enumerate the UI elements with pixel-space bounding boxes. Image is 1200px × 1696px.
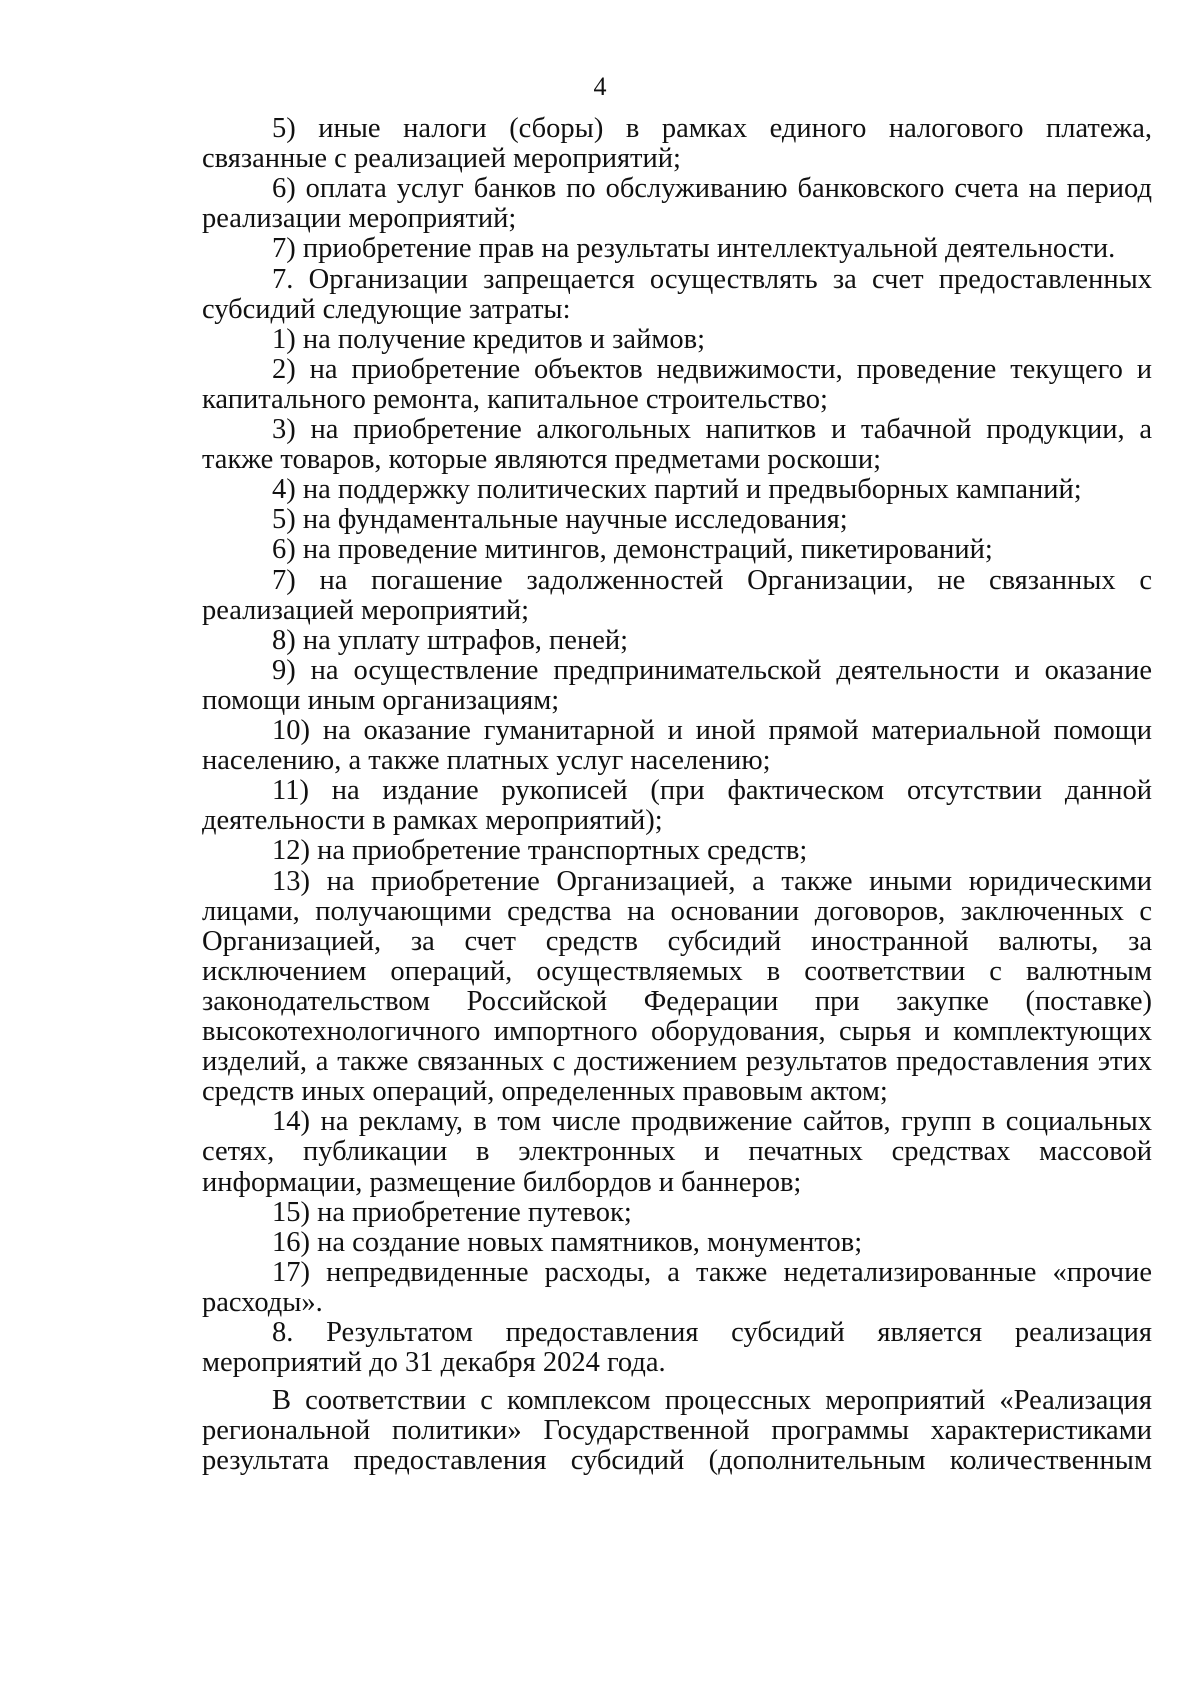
text-line: 13) на приобретение Организацией, а также иными юридическими bbox=[272, 865, 1152, 897]
text-line: 8) на уплату штрафов, пеней; bbox=[272, 624, 629, 656]
text-line: субсидий следующие затраты: bbox=[202, 293, 571, 325]
text-line: 15) на приобретение путевок; bbox=[272, 1196, 632, 1228]
text-line: лицами, получающими средства на основании договоров, заключенных с bbox=[202, 895, 1152, 927]
text-line: 7. Организации запрещается осуществлять за счет предоставленных bbox=[272, 263, 1152, 295]
text-line: 17) непредвиденные расходы, а также недетализированные «прочие bbox=[272, 1256, 1152, 1288]
text-line: высокотехнологичного импортного оборудования, сырья и комплектующих bbox=[202, 1016, 1152, 1047]
text-line: 16) на создание новых памятников, монументов; bbox=[272, 1226, 863, 1258]
text-line: населению, а также платных услуг населению; bbox=[202, 745, 771, 777]
text-line: реализацией мероприятий; bbox=[202, 594, 529, 626]
text-line: 6) оплата услуг банков по обслуживанию банковского счета на период bbox=[272, 173, 1152, 205]
text-line: также товаров, которые являются предметами роскоши; bbox=[202, 444, 882, 476]
text-line: мероприятий до 31 декабря 2024 года. bbox=[202, 1347, 666, 1379]
text-line: деятельности в рамках мероприятий); bbox=[202, 805, 663, 837]
text-line: сетях, публикации в электронных и печатных средствах массовой bbox=[202, 1136, 1152, 1168]
text-line: результата предоставления субсидий (дополнительным количественным bbox=[202, 1445, 1152, 1477]
text-line: средств иных операций, определенных правовым актом; bbox=[202, 1076, 888, 1108]
text-line: 1) на получение кредитов и займов; bbox=[272, 323, 705, 355]
page-number: 4 bbox=[593, 72, 607, 101]
text-line: 11) на издание рукописей (при фактическом отсутствии данной bbox=[272, 775, 1152, 807]
text-line: 10) на оказание гуманитарной и иной прямой материальной помощи bbox=[272, 715, 1152, 746]
text-line: капитального ремонта, капитальное строительство; bbox=[202, 383, 828, 415]
text-line: помощи иным организациям; bbox=[202, 684, 560, 716]
text-line: 2) на приобретение объектов недвижимости, проведение текущего и bbox=[272, 353, 1152, 385]
text-line: 6) на проведение митингов, демонстраций, пикетирований; bbox=[272, 534, 993, 566]
text-line: 4) на поддержку политических партий и предвыборных кампаний; bbox=[272, 474, 1082, 506]
text-line: 7) на погашение задолженностей Организации, не связанных с bbox=[272, 564, 1152, 596]
text-line: 5) на фундаментальные научные исследования; bbox=[272, 504, 848, 536]
text-line: 14) на рекламу, в том числе продвижение сайтов, групп в социальных bbox=[272, 1106, 1152, 1138]
text-line: законодательством Российской Федерации при закупке (поставке) bbox=[202, 985, 1152, 1017]
text-line: 3) на приобретение алкогольных напитков и табачной продукции, а bbox=[272, 414, 1152, 445]
text-line: 9) на осуществление предпринимательской деятельности и оказание bbox=[272, 654, 1152, 686]
text-line: исключением операций, осуществляемых в соответствии с валютным bbox=[202, 955, 1152, 987]
text-line: изделий, а также связанных с достижением результатов предоставления этих bbox=[202, 1046, 1152, 1078]
text-line: 7) приобретение прав на результаты интеллектуальной деятельности. bbox=[272, 233, 1116, 265]
text-line: региональной политики» Государственной программы характеристиками bbox=[202, 1415, 1152, 1447]
text-line: связанные с реализацией мероприятий; bbox=[202, 143, 681, 175]
text-line: информации, размещение билбордов и баннеров; bbox=[202, 1166, 802, 1198]
text-line: 5) иные налоги (сборы) в рамках единого налогового платежа, bbox=[272, 113, 1152, 144]
text-line: реализации мероприятий; bbox=[202, 203, 517, 235]
text-line: В соответствии с комплексом процессных мероприятий «Реализация bbox=[272, 1385, 1152, 1417]
text-line: расходы». bbox=[202, 1286, 323, 1318]
text-line: Организацией, за счет средств субсидий иностранной валюты, за bbox=[202, 925, 1152, 957]
text-line: 12) на приобретение транспортных средств; bbox=[272, 835, 808, 867]
text-line: 8. Результатом предоставления субсидий является реализация bbox=[272, 1317, 1152, 1348]
